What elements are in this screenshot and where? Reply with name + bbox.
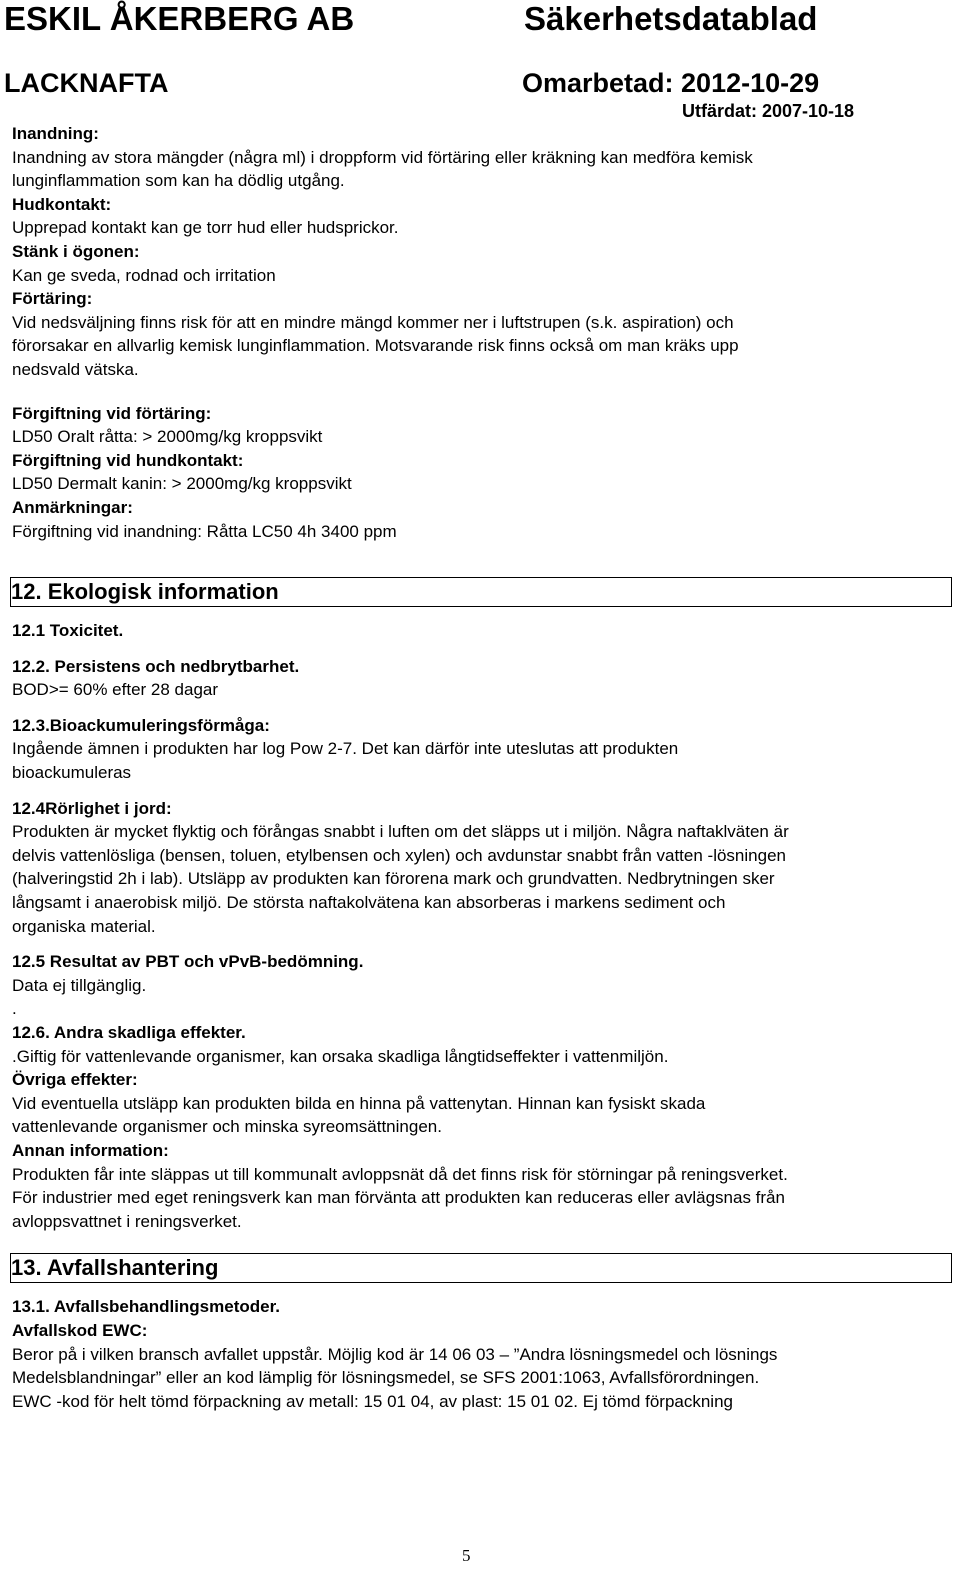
ewc-heading: Avfallskod EWC: — [12, 1320, 148, 1340]
pbt-heading: 12.5 Resultat av PBT och vPvB-bedömning. — [12, 952, 364, 972]
other-effects-text: .Giftig för vattenlevande organismer, kan orsaka skadliga långtidseffekter i vattenmiljön. — [12, 1046, 669, 1066]
ewc-text-2: Medelsblandningar” eller an kod lämplig för lösningsmedel, se SFS 2001:1063, Avfallsförordningen. — [12, 1368, 760, 1388]
eye-contact-heading: Stänk i ögonen: — [12, 241, 140, 261]
revised-date: Omarbetad: 2012-10-29 — [522, 68, 820, 98]
remarks-heading: Anmärkningar: — [12, 497, 133, 517]
mobility-text-4: långsamt i anaerobisk miljö. De största naftakolvätena kan absorberas i markens sediment och — [12, 893, 726, 913]
issued-date: Utfärdat: 2007-10-18 — [682, 101, 855, 121]
ingestion-toxicity-heading: Förgiftning vid förtäring: — [12, 403, 212, 423]
other-info-text-3: avloppsvattnet i reningsverket. — [12, 1211, 242, 1231]
company-name: ESKIL ÅKERBERG AB — [4, 0, 355, 37]
inhalation-text-2: lunginflammation som kan ha dödlig utgång. — [12, 171, 345, 191]
waste-methods-heading: 13.1. Avfallsbehandlingsmetoder. — [12, 1297, 280, 1317]
bioaccumulation-text-2: bioackumuleras — [12, 763, 132, 783]
remarks-text: Förgiftning vid inandning: Råtta LC50 4h 3400 ppm — [12, 521, 397, 541]
ingestion-toxicity-text: LD50 Oralt råtta: > 2000mg/kg kroppsvikt — [12, 427, 323, 447]
mobility-text-2: delvis vattenlösliga (bensen, toluen, etylbensen och xylen) och avdunstar snabbt från vatten -lösningen — [12, 845, 786, 865]
section-13-title: 13. Avfallshantering — [10, 1253, 952, 1283]
skin-toxicity-heading: Förgiftning vid hundkontakt: — [12, 450, 244, 470]
ingestion-heading: Förtäring: — [12, 289, 93, 309]
misc-effects-text-2: vattenlevande organismer och minska syreomsättningen. — [12, 1117, 442, 1137]
other-info-heading: Annan information: — [12, 1140, 169, 1160]
ingestion-text-2: förorsakar en allvarlig kemisk lunginflammation. Motsvarande risk finns också om man kräks upp — [12, 336, 739, 356]
bioaccumulation-heading: 12.3.Bioackumuleringsförmåga: — [12, 715, 270, 735]
ingestion-text-3: nedsvald vätska. — [12, 359, 139, 379]
pbt-text: Data ej tillgänglig. — [12, 975, 147, 995]
misc-effects-heading: Övriga effekter: — [12, 1070, 138, 1090]
inhalation-text-1: Inandning av stora mängder (några ml) i droppform vid förtäring eller kräkning kan medföra kemisk — [12, 147, 753, 167]
mobility-text-3: (halveringstid 2h i lab). Utsläpp av produkten kan förorena mark och grundvatten. Nedbrytningen sker — [12, 869, 775, 889]
eye-contact-text: Kan ge sveda, rodnad och irritation — [12, 265, 276, 285]
section-12-title: 12. Ekologisk information — [10, 577, 952, 607]
misc-effects-text-1: Vid eventuella utsläpp kan produkten bilda en hinna på vattenytan. Hinnan kan fysiskt skada — [12, 1093, 706, 1113]
ingestion-text-1: Vid nedsväljning finns risk för att en mindre mängd kommer ner i luftstrupen (s.k. aspiration) och — [12, 312, 734, 332]
mobility-text-5: organiska material. — [12, 916, 156, 936]
bioaccumulation-text-1: Ingående ämnen i produkten har log Pow 2-7. Det kan därför inte uteslutas att produkten — [12, 739, 679, 759]
skin-contact-heading: Hudkontakt: — [12, 194, 112, 214]
persistence-heading: 12.2. Persistens och nedbrytbarhet. — [12, 656, 300, 676]
ewc-text-1: Beror på i vilken bransch avfallet uppstår. Möjlig kod är 14 06 03 – ”Andra lösningsmedel och lösnings — [12, 1344, 778, 1364]
other-effects-heading: 12.6. Andra skadliga effekter. — [12, 1023, 246, 1042]
pbt-dot: . — [12, 999, 17, 1019]
other-info-text-2: För industrier med eget reningsverk kan man förvänta att produkten kan reduceras eller avlägsnas från — [12, 1188, 785, 1208]
mobility-text-1: Produkten är mycket flyktig och förångas snabbt i luften om det släpps ut i miljön. Några naftaklväten är — [12, 822, 789, 842]
other-info-text-1: Produkten får inte släppas ut till kommunalt avloppsnät då det finns risk för störningar på reningsverket. — [12, 1164, 788, 1184]
skin-toxicity-text: LD50 Dermalt kanin: > 2000mg/kg kroppsvikt — [12, 474, 352, 494]
product-name: LACKNAFTA — [4, 68, 169, 98]
skin-contact-text: Upprepad kontakt kan ge torr hud eller hudsprickor. — [12, 218, 399, 238]
document-type: Säkerhetsdatablad — [524, 0, 818, 37]
page-number: 5 — [462, 1546, 471, 1565]
inhalation-heading: Inandning: — [12, 124, 99, 143]
document-body — [12, 122, 956, 1413]
mobility-heading: 12.4Rörlighet i jord: — [12, 798, 172, 818]
persistence-text: BOD>= 60% efter 28 dagar — [12, 680, 219, 700]
ewc-text-3: EWC -kod för helt tömd förpackning av metall: 15 01 04, av plast: 15 01 02. Ej tömd förpackning — [12, 1391, 733, 1411]
toxicity-heading: 12.1 Toxicitet. — [12, 621, 124, 641]
